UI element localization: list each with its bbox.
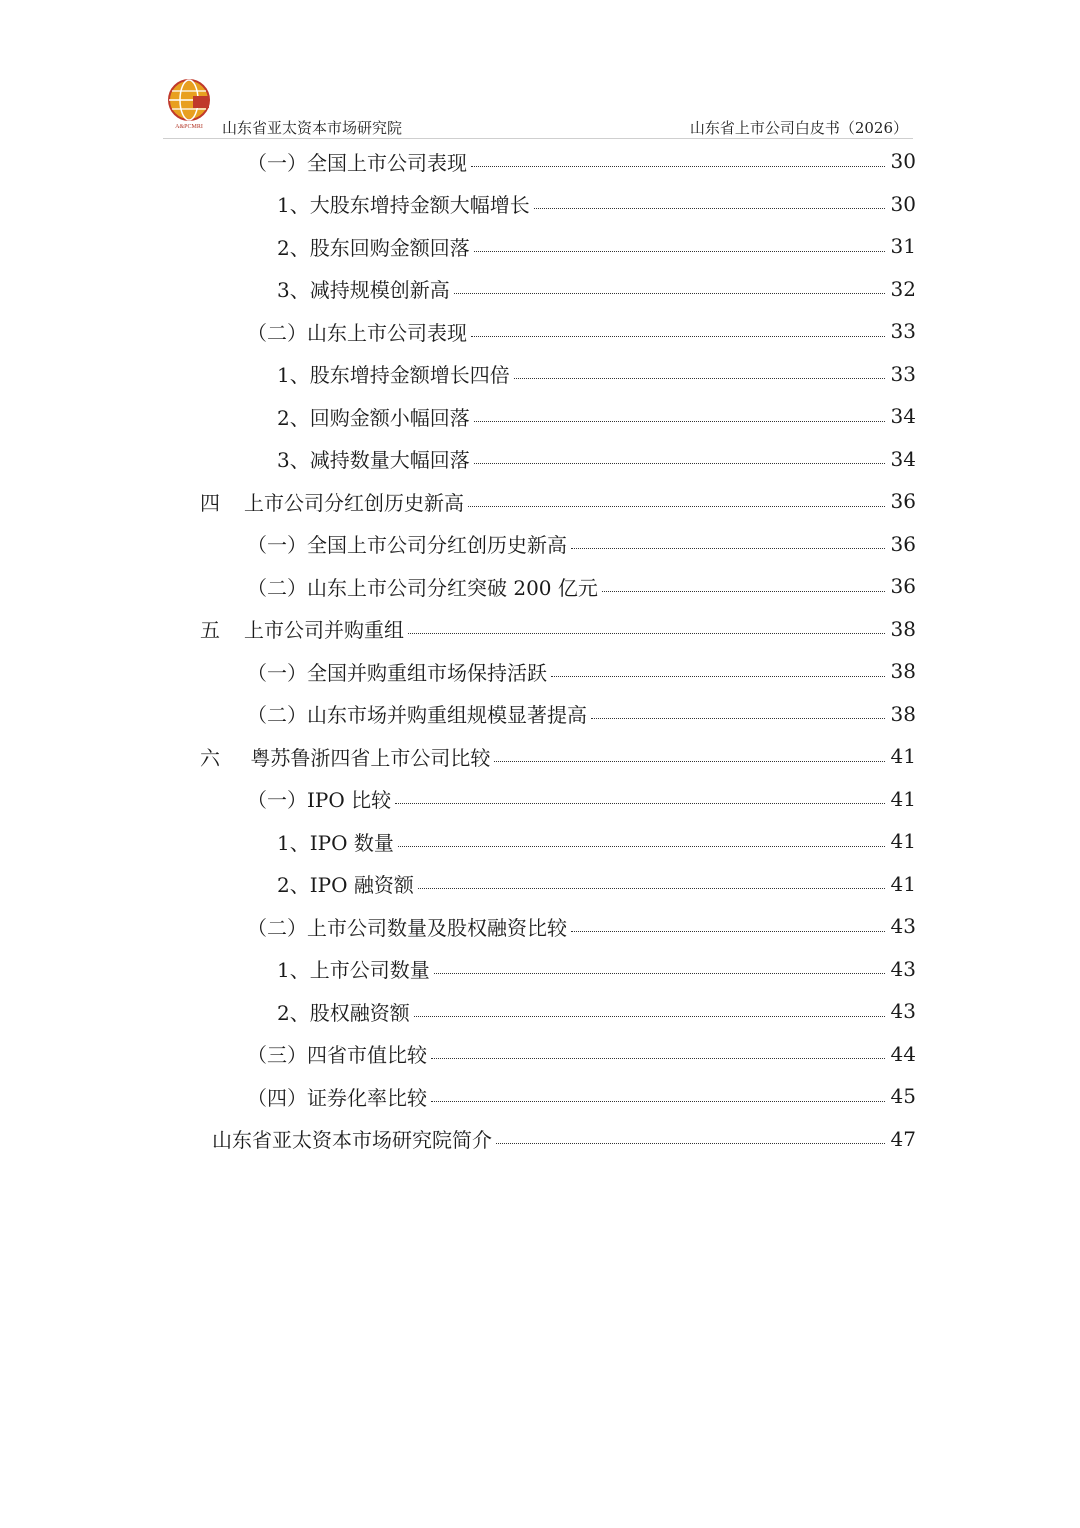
toc-leader-dots: [474, 251, 885, 252]
toc-page-number: 44: [890, 1041, 916, 1066]
toc-entry-title: [277, 954, 434, 983]
toc-entry-text: （二）山东市场并购重组规模显著提高: [247, 703, 587, 727]
toc-entry-text: 上市公司分红创历史新高: [244, 490, 464, 515]
toc-entry[interactable]: [247, 316, 916, 346]
toc-entry[interactable]: [277, 869, 916, 899]
toc-entry-title: [200, 487, 468, 516]
toc-entry-text: 粤苏鲁浙四省上市公司比较: [244, 745, 491, 770]
toc-entry-title: [247, 657, 551, 686]
toc-entry-title: [200, 614, 408, 643]
toc-entry-text: 2、股权融资额: [277, 1000, 410, 1025]
toc-entry-title: [277, 869, 418, 898]
toc-entry-text: （一）全国上市公司分红创历史新高: [247, 533, 567, 557]
toc-entry[interactable]: [200, 741, 916, 771]
toc-entry[interactable]: [277, 189, 916, 219]
toc-entry[interactable]: [247, 529, 916, 559]
toc-entry[interactable]: [247, 656, 916, 686]
toc-page-number: 36: [890, 489, 916, 513]
toc-chapter-number: 四: [200, 490, 220, 515]
toc-entry[interactable]: [247, 784, 916, 814]
toc-entry[interactable]: [277, 401, 916, 431]
toc-entry[interactable]: [277, 444, 916, 474]
toc-entry[interactable]: [277, 274, 916, 304]
header-rule: [163, 138, 913, 139]
toc-entry-title: [277, 232, 474, 261]
toc-page-number: 38: [890, 659, 916, 683]
toc-page-number: 43: [890, 914, 916, 938]
toc-entry[interactable]: [200, 614, 916, 644]
toc-entry-text: 1、IPO 数量: [277, 830, 394, 855]
toc-leader-dots: [551, 676, 885, 677]
toc-entry[interactable]: [277, 826, 916, 856]
toc-entry-title: [277, 274, 454, 303]
toc-entry[interactable]: [247, 1081, 916, 1111]
toc-leader-dots: [494, 761, 884, 762]
toc-entry-title: [277, 359, 514, 388]
toc-entry-text: 1、上市公司数量: [277, 958, 430, 982]
toc-entry-text: （四）证券化率比较: [247, 1085, 427, 1110]
toc-entry-text: 2、股东回购金额回落: [277, 235, 470, 260]
toc-leader-dots: [474, 421, 885, 422]
toc-entry-title: [247, 147, 471, 176]
toc-entry-text: 1、股东增持金额增长四倍: [277, 363, 510, 387]
toc-entry-text: （二）山东上市公司分红突破 200 亿元: [247, 575, 598, 600]
toc-page-number: 36: [890, 574, 916, 598]
toc-leader-dots: [431, 1101, 885, 1102]
toc-page-number: 34: [890, 404, 916, 428]
toc-leader-dots: [602, 591, 885, 592]
page-header: [0, 0, 1080, 150]
toc-entry[interactable]: [277, 231, 916, 261]
toc-entry-title: [247, 1082, 431, 1111]
toc-entry-title: [247, 529, 571, 558]
toc-entry-text: 2、回购金额小幅回落: [277, 405, 470, 430]
toc-entry-title: [277, 402, 474, 431]
toc-entry[interactable]: [200, 486, 916, 516]
toc-page-number: 30: [890, 191, 916, 216]
toc-leader-dots: [434, 973, 885, 974]
toc-page-number: 38: [890, 616, 916, 641]
toc-entry-text: （一）全国并购重组市场保持活跃: [247, 660, 547, 685]
toc-page-number: 43: [890, 999, 916, 1023]
toc-entry[interactable]: [247, 699, 916, 729]
toc-entry-text: 山东省亚太资本市场研究院简介: [212, 1128, 492, 1152]
toc-page-number: 45: [890, 1084, 916, 1108]
toc-entry-text: （一）IPO 比较: [247, 788, 392, 812]
toc-page-number: 36: [890, 531, 916, 556]
toc-entry-title: [247, 572, 602, 601]
toc-entry[interactable]: [212, 1124, 916, 1154]
toc-entry-title: [247, 784, 395, 813]
toc-entry-text: 3、减持数量大幅回落: [277, 448, 470, 472]
toc-leader-dots: [471, 336, 885, 337]
toc-entry-title: [277, 997, 414, 1026]
institute-logo: [163, 78, 215, 130]
document-title: 山东省上市公司白皮书（2026）: [689, 119, 908, 137]
toc-entry-title: [277, 189, 534, 218]
toc-leader-dots: [534, 208, 885, 209]
toc-entry[interactable]: [247, 146, 916, 176]
toc-entry-text: 3、减持规模创新高: [277, 278, 450, 302]
toc-page-number: 34: [890, 446, 916, 471]
org-name: 山东省亚太资本市场研究院: [222, 119, 403, 137]
toc-page-number: 41: [890, 786, 916, 811]
toc-leader-dots: [496, 1143, 885, 1144]
toc-chapter-number: 五: [200, 618, 220, 642]
toc-leader-dots: [398, 846, 885, 847]
toc-leader-dots: [418, 888, 885, 889]
toc-entry-text: （二）上市公司数量及股权融资比较: [247, 915, 567, 940]
toc-page-number: 32: [890, 276, 916, 301]
toc-entry-text: （三）四省市值比较: [247, 1043, 427, 1067]
toc-leader-dots: [414, 1016, 885, 1017]
toc-entry-text: 上市公司并购重组: [244, 618, 404, 642]
toc-entry-title: [247, 317, 471, 346]
toc-entry-text: 1、大股东增持金额大幅增长: [277, 193, 530, 217]
toc-entry[interactable]: [277, 359, 916, 389]
toc-page-number: 47: [890, 1126, 916, 1151]
toc-leader-dots: [474, 463, 885, 464]
toc-leader-dots: [571, 931, 885, 932]
toc-leader-dots: [591, 718, 885, 719]
toc-leader-dots: [408, 633, 885, 634]
toc-leader-dots: [431, 1058, 885, 1059]
toc-entry-text: （一）全国上市公司表现: [247, 150, 467, 175]
toc-page-number: 30: [890, 149, 916, 173]
toc-chapter-number: 六: [200, 745, 220, 770]
toc-page-number: 41: [890, 829, 916, 853]
toc-page-number: 33: [890, 319, 916, 343]
toc-entry-title: [247, 699, 591, 728]
toc-page-number: 41: [890, 871, 916, 896]
toc-leader-dots: [571, 548, 885, 549]
toc-entry-title: [247, 912, 571, 941]
toc-entry-text: （二）山东上市公司表现: [247, 320, 467, 345]
toc-entry-title: [212, 1124, 496, 1153]
toc-leader-dots: [454, 293, 885, 294]
toc-entry[interactable]: [277, 996, 916, 1026]
toc-page-number: 41: [890, 744, 916, 768]
svg-text:A&PCMRI: A&PCMRI: [175, 124, 203, 130]
toc-entry[interactable]: [247, 1039, 916, 1069]
toc-page-number: 31: [890, 234, 916, 258]
toc-entry[interactable]: [247, 571, 916, 601]
toc-entry[interactable]: [277, 954, 916, 984]
toc-leader-dots: [471, 166, 885, 167]
toc-entry-text: 2、IPO 融资额: [277, 873, 414, 897]
toc-leader-dots: [395, 803, 884, 804]
toc-entry[interactable]: [247, 911, 916, 941]
toc-page-number: 43: [890, 956, 916, 981]
toc-leader-dots: [468, 506, 885, 507]
toc-entry-title: [277, 827, 398, 856]
toc-leader-dots: [514, 378, 885, 379]
toc-entry-title: [277, 444, 474, 473]
toc-entry-title: [247, 1039, 431, 1068]
toc-page-number: 38: [890, 701, 916, 726]
toc-page-number: 33: [890, 361, 916, 386]
toc-entry-title: [200, 742, 494, 771]
